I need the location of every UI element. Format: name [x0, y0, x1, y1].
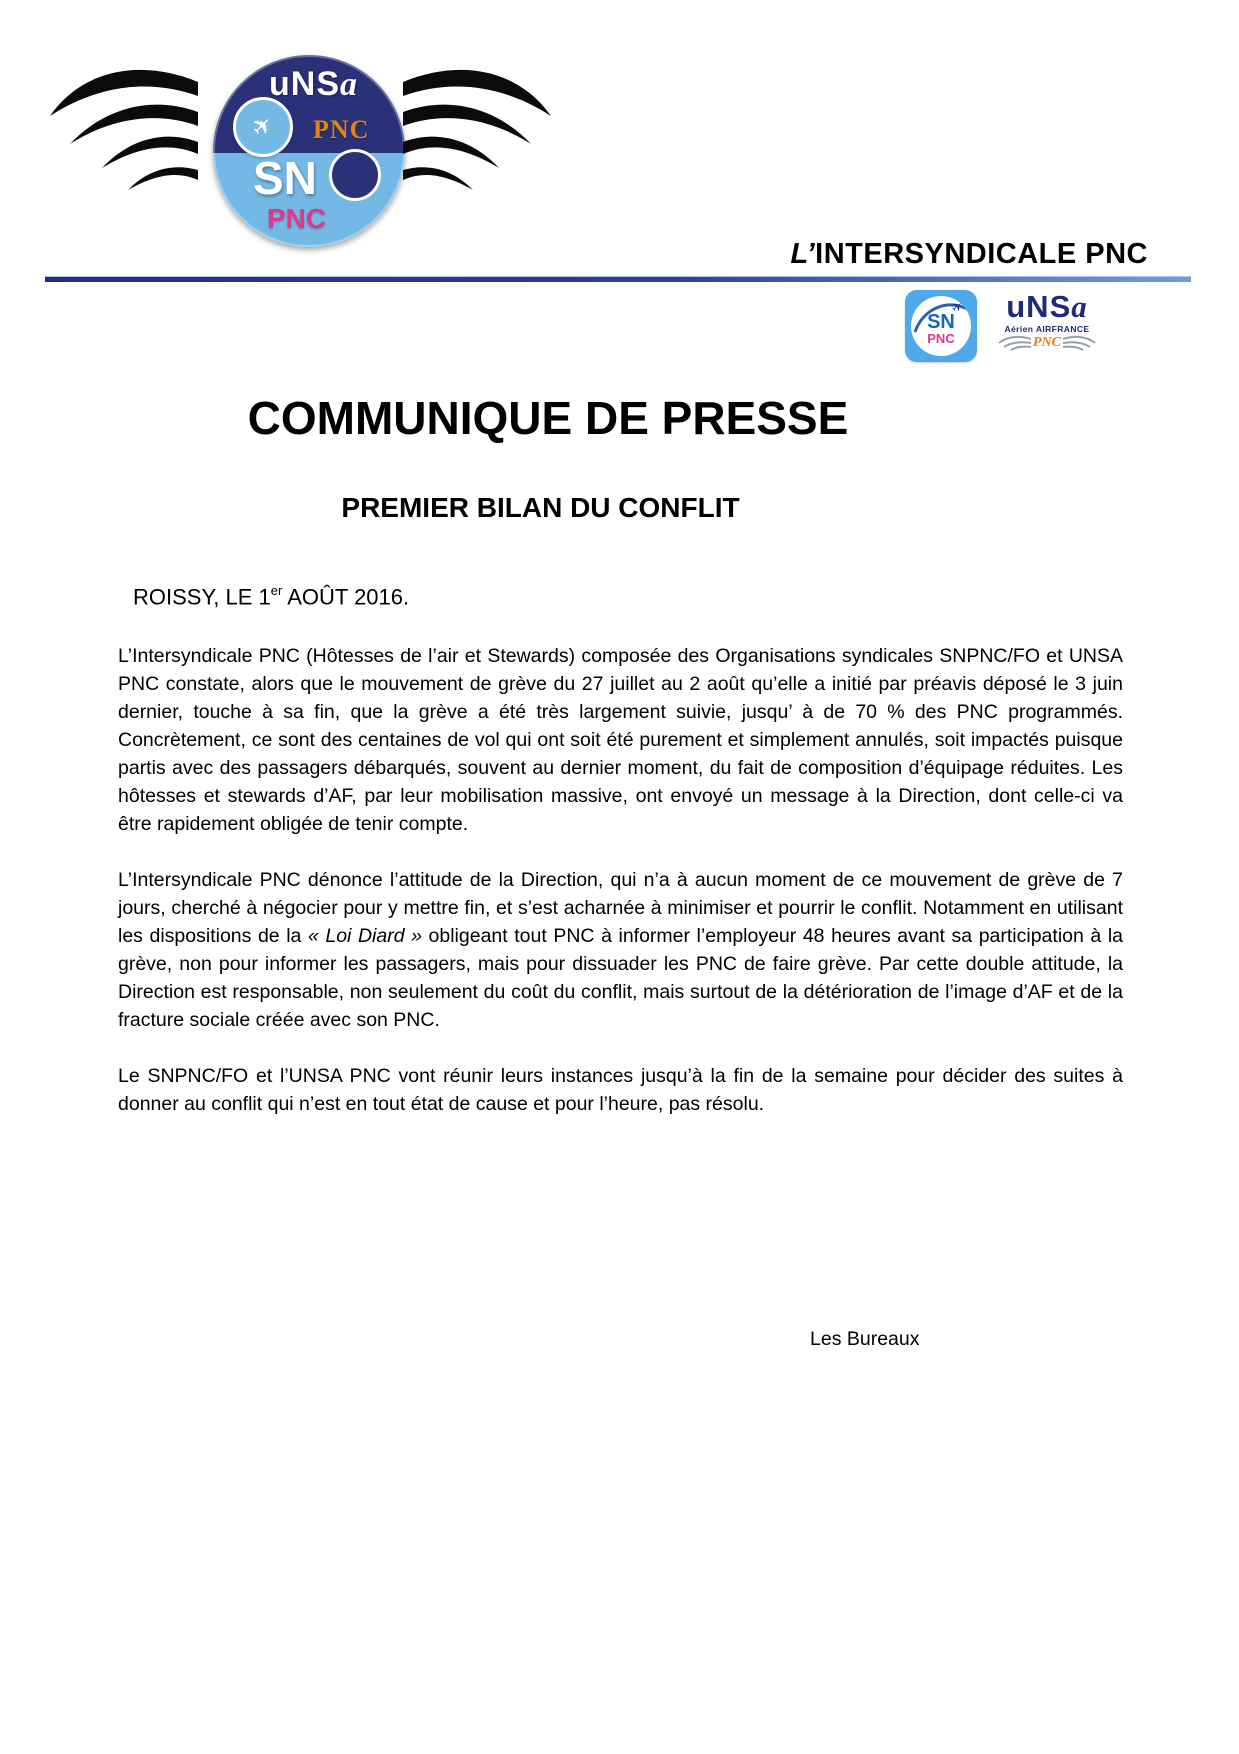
paragraph-2: L’Intersyndicale PNC dénonce l’attitude de la Direction, qui n’a à aucun moment de ce mouvement de grève de 7 jours, cherché à négocier pour y mettre fin, et s’est acharnée à minimiser et pourrir le conflit. Notamment en utilisant les dispositions de la « Loi Diard » obligeant tout PNC à informer l’employeur 48 heures avant sa participation à la grève, non pour informer les passagers, mais pour dissuader les PNC de faire grève. Par cette double attitude, la Direction est responsable, non seulement du coût du conflit, mais surtout de la détérioration de l’image d’AF et de la fracture sociale créée avec son PNC.: [118, 869, 1123, 1031]
unsa-badge-name: uNSa: [1006, 289, 1088, 324]
header-divider: [45, 276, 1191, 282]
left-wing-icon: [48, 66, 198, 201]
document-title: COMMUNIQUE DE PRESSE: [247, 392, 849, 444]
logo-unsa-label: uNSa: [269, 65, 358, 103]
dateline: ROISSY, LE 1er AOÛT 2016.: [133, 583, 410, 610]
date-superscript: er: [270, 583, 283, 598]
right-wing-icon: [403, 66, 553, 201]
puzzle-knob-dark: [329, 149, 381, 201]
airplane-icon: ✈: [245, 109, 280, 144]
unsa-badge-subline: Aérien AIRFRANCE: [1004, 324, 1090, 334]
snpnc-badge-sn-label: SN: [927, 311, 955, 333]
paragraph-3: Le SNPNC/FO et l’UNSA PNC vont réunir leurs instances jusqu’à la fin de la semaine pour décider des suites à donner au conflit qui n’est en tout état de cause et pour l’heure, pas résolu.: [118, 1065, 1123, 1115]
right-small-wing-icon: [1062, 335, 1096, 351]
paragraph-1: L’Intersyndicale PNC (Hôtesses de l’air et Stewards) composée des Organisations syndicales SNPNC/FO et UNSA PNC constate, alors que le mouvement de grève du 27 juillet au 2 août qu’elle a initié par préavis déposé le 3 juin dernier, touche à sa fin, que la grève a été très largement suivie, jusqu’ à de 70 % des PNC programmés. Concrètement, ce sont des centaines de vol qui ont soit été purement et simplement annulés, soit impactés puisque partis avec des passagers débarqués, souvent au dernier moment, du fait de composition d’équipage réduites. Les hôtesses et stewards d’AF, par leur mobilisation massive, ont envoyé un message à la Direction, dont celle-ci va être rapidement obligée de tenir compte.: [118, 645, 1123, 835]
unsa-badge-pnc-label: PNC: [1033, 335, 1061, 350]
document-subtitle: PREMIER BILAN DU CONFLIT: [341, 492, 740, 523]
snpnc-badge: [905, 290, 977, 362]
puzzle-knob-light: [233, 97, 293, 157]
left-small-wing-icon: [998, 335, 1032, 351]
logo-sn-label: SN: [253, 152, 317, 204]
airplane-icon: ✈: [948, 297, 967, 316]
logo-unsa-pnc-label: PNC: [313, 115, 370, 144]
signature: Les Bureaux: [810, 1328, 920, 1350]
body-text: [118, 642, 1123, 1146]
snpnc-badge-disc: [911, 296, 971, 356]
intersyndicale-winged-logo: [48, 52, 553, 252]
snpnc-badge-pnc-label: PNC: [927, 331, 955, 346]
logo-sn-pnc-label: PNC: [267, 203, 327, 234]
unsa-badge-wings: [997, 335, 1097, 351]
unsa-badge: [997, 290, 1097, 351]
org-title: L’INTERSYNDICALE PNC: [790, 238, 1148, 270]
puzzle-circle-logo: [213, 55, 405, 247]
loi-diard-italic: « Loi Diard »: [307, 925, 422, 947]
